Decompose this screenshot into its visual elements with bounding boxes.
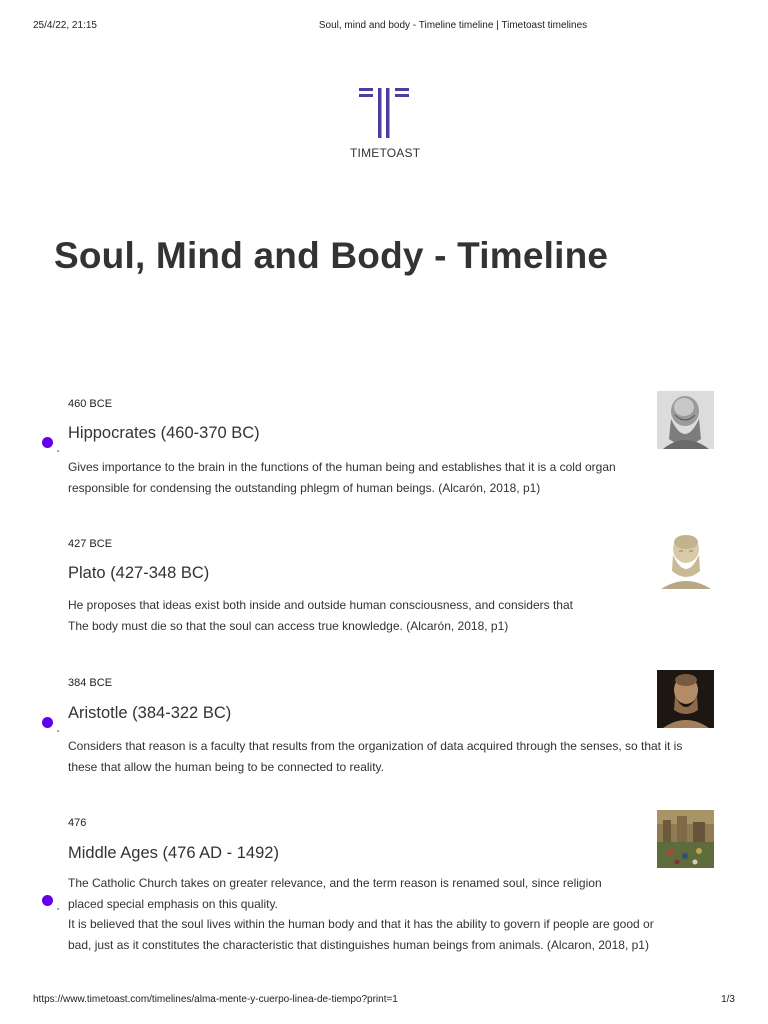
event-title[interactable]: Middle Ages (476 AD - 1492) <box>68 844 279 862</box>
event-image-hippocrates[interactable] <box>657 391 714 449</box>
dot-marker-icon <box>57 730 59 732</box>
event-image-middle-ages[interactable] <box>657 810 714 868</box>
dot-marker-icon <box>57 450 59 452</box>
aristotle-bust-icon <box>657 670 714 728</box>
event-title[interactable]: Hippocrates (460-370 BC) <box>68 424 260 442</box>
event-description <box>68 736 708 777</box>
hippocrates-portrait-icon <box>657 391 714 449</box>
event-image-plato[interactable] <box>657 531 714 589</box>
event-description-text: The body must die so that the soul can access true knowledge. (Alcarón, 2018, p1) <box>68 618 509 633</box>
event-image-aristotle[interactable] <box>657 670 714 728</box>
medieval-painting-icon <box>657 810 714 868</box>
timeline-dot-icon <box>42 895 53 906</box>
timeline-dot-icon <box>42 437 53 448</box>
event-description <box>68 457 648 498</box>
timetoast-logo[interactable] <box>350 88 420 160</box>
logo-text: TIMETOAST <box>350 146 421 160</box>
print-url[interactable]: https://www.timetoast.com/timelines/alma-mente-y-cuerpo-linea-de-tiempo?print=1 <box>33 994 398 1005</box>
event-title[interactable]: Plato (427-348 BC) <box>68 564 210 582</box>
event-description-text: It is believed that the soul lives within the human body and that it has the ability to govern if people are good or bad, just as it constitutes the characteristic that distinguishes human beings from animals. (Alcaron, 2018, p1) <box>68 917 654 952</box>
print-page-number: 1/3 <box>721 994 735 1005</box>
event-description-text: He proposes that ideas exist both inside and outside human consciousness, and considers that <box>68 598 573 612</box>
event-description-text: Gives importance to the brain in the functions of the human being and establishes that it is a cold organ responsible for condensing the outstanding phlegm of human beings. (Alcarón, 2018, p1) <box>68 460 616 495</box>
event-date: 427 BCE <box>68 538 113 550</box>
dot-marker-icon <box>57 908 59 910</box>
event-description <box>68 595 628 636</box>
event-description-text: The Catholic Church takes on greater relevance, and the term reason is renamed soul, since religion placed special emphasis on this quality. <box>68 876 602 911</box>
plato-bust-icon <box>657 531 714 589</box>
event-title[interactable]: Aristotle (384-322 BC) <box>68 704 232 722</box>
timeline-dot-icon <box>42 717 53 728</box>
timetoast-logo-icon <box>359 88 411 140</box>
page-title: Soul, Mind and Body - Timeline <box>54 235 609 276</box>
event-date: 384 BCE <box>68 677 113 689</box>
print-header-title: Soul, mind and body - Timeline timeline | Timetoast timelines <box>318 20 588 31</box>
event-description <box>68 873 668 955</box>
event-date: 476 <box>68 817 87 829</box>
event-description-text: Considers that reason is a faculty that results from the organization of data acquired through the senses, so that it is these that allow the human being to be connected to reality. <box>68 739 683 774</box>
event-date: 460 BCE <box>68 398 113 410</box>
print-date: 25/4/22, 21:15 <box>33 20 97 31</box>
